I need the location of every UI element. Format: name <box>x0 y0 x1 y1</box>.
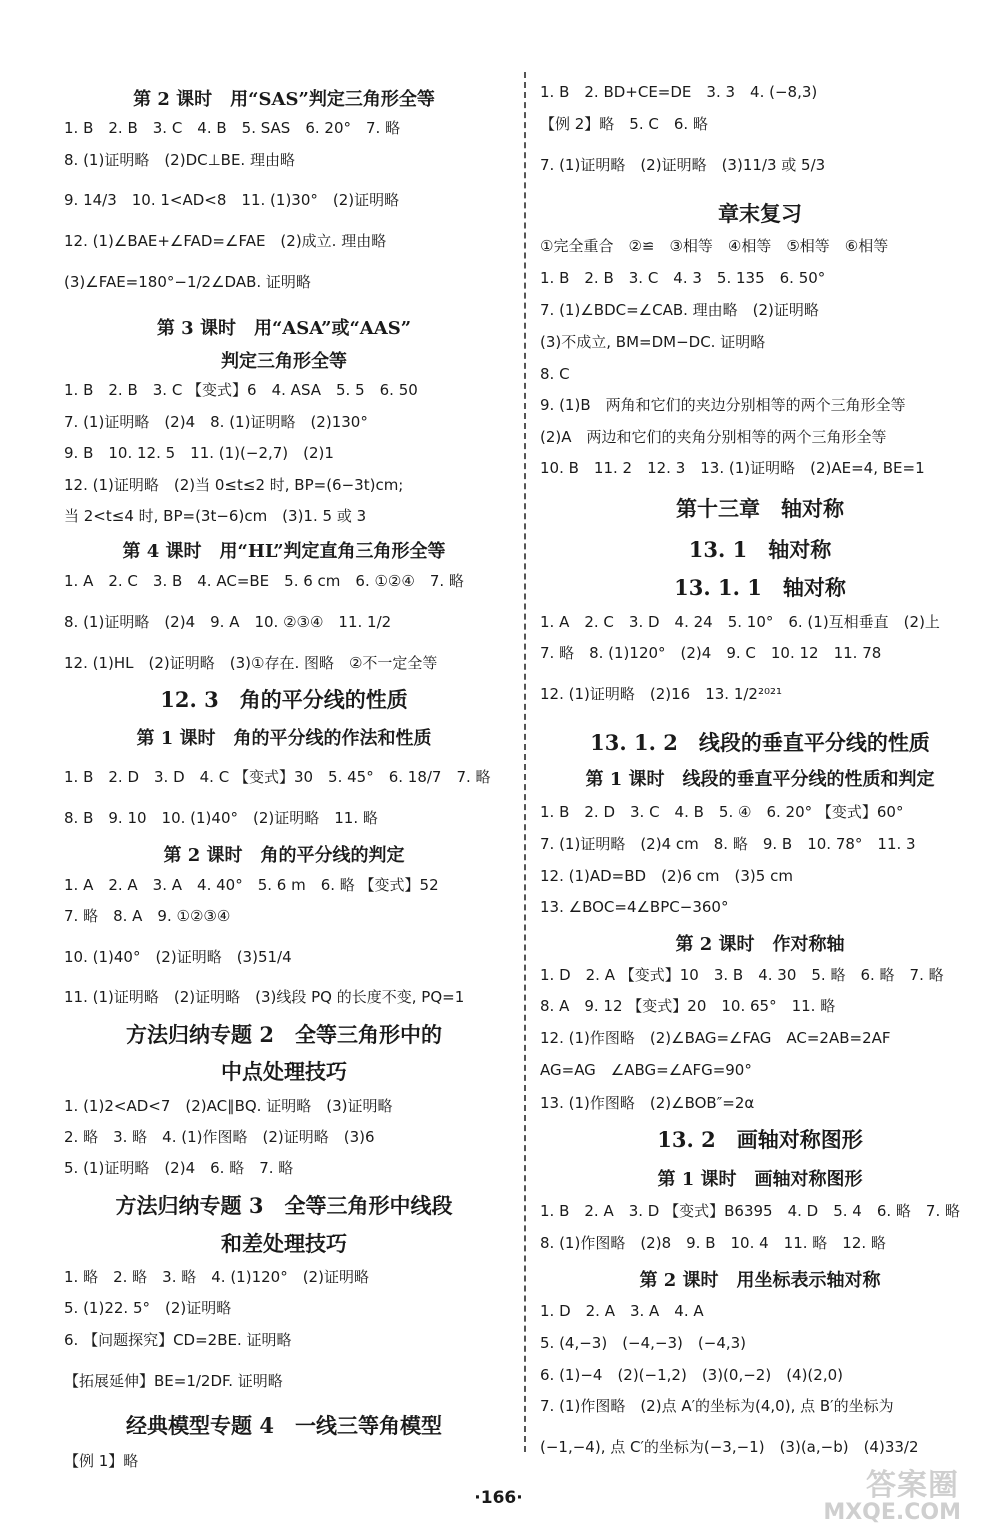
answer-line: 1. A 2. C 3. B 4. AC=BE 5. 6 cm 6. ①②④ 7. 略 <box>64 572 464 590</box>
page-number: ·166· <box>474 1488 523 1508</box>
section-heading: 方法归纳专题 2 全等三角形中的 <box>126 1022 442 1047</box>
answer-line: (2)A 两边和它们的夹角分别相等的两个三角形全等 <box>540 428 887 446</box>
section-heading: 第 3 课时 用“ASA”或“AAS” <box>156 318 412 339</box>
answer-line: 11. (1)证明略 (2)证明略 (3)线段 PQ 的长度不变, PQ=1 <box>64 988 465 1006</box>
answer-line: 7. 略 8. (1)120° (2)4 9. C 10. 12 11. 78 <box>540 644 882 662</box>
section-heading: 13. 1. 1 轴对称 <box>674 575 846 600</box>
section-heading: 第 2 课时 角的平分线的判定 <box>163 845 405 866</box>
section-heading: 第 1 课时 画轴对称图形 <box>657 1169 863 1190</box>
answer-line: 9. (1)B 两角和它们的夹边分别相等的两个三角形全等 <box>540 396 906 414</box>
answer-line: 【例 2】略 5. C 6. 略 <box>540 115 708 133</box>
answer-line: 【例 1】略 <box>64 1452 139 1470</box>
answer-line: 12. (1)证明略 (2)16 13. 1/2²⁰²¹ <box>540 685 783 703</box>
section-heading: 判定三角形全等 <box>221 351 347 372</box>
answer-line: 当 2<t≤4 时, BP=(3t−6)cm (3)1. 5 或 3 <box>64 507 367 525</box>
answer-line: 1. B 2. BD+CE=DE 3. 3 4. (−8,3) <box>540 83 818 101</box>
answer-line: 2. 略 3. 略 4. (1)作图略 (2)证明略 (3)6 <box>64 1128 375 1146</box>
section-heading: 第十三章 轴对称 <box>676 496 844 521</box>
answer-line: (−1,−4), 点 C′的坐标为(−3,−1) (3)(a,−b) (4)33/2 <box>540 1438 919 1456</box>
answer-line: 7. (1)证明略 (2)证明略 (3)11/3 或 5/3 <box>540 156 826 174</box>
answer-line: 1. D 2. A 3. A 4. A <box>540 1302 704 1320</box>
answer-line: 8. (1)证明略 (2)DC⊥BE. 理由略 <box>64 151 295 169</box>
answer-line: 7. (1)∠BDC=∠CAB. 理由略 (2)证明略 <box>540 301 819 319</box>
answer-line: 12. (1)AD=BD (2)6 cm (3)5 cm <box>540 867 793 885</box>
answer-line: 1. B 2. D 3. C 4. B 5. ④ 6. 20° 【变式】60° <box>540 803 904 821</box>
answer-line: 10. (1)40° (2)证明略 (3)51/4 <box>64 948 292 966</box>
answer-line: 7. (1)证明略 (2)4 cm 8. 略 9. B 10. 78° 11. 3 <box>540 835 916 853</box>
section-heading: 第 2 课时 用坐标表示轴对称 <box>639 1270 881 1291</box>
answer-line: 1. A 2. C 3. D 4. 24 5. 10° 6. (1)互相垂直 (2)上 <box>540 613 940 631</box>
answer-line: 1. B 2. B 3. C 【变式】6 4. ASA 5. 5 6. 50 <box>64 381 418 399</box>
answer-line: (3)不成立, BM=DM−DC. 证明略 <box>540 333 766 351</box>
watermark-url: MXQE.COM <box>823 1500 961 1525</box>
answer-line: 1. B 2. A 3. D 【变式】B6395 4. D 5. 4 6. 略 7. 略 <box>540 1202 960 1220</box>
answer-line: 12. (1)作图略 (2)∠BAG=∠FAG AC=2AB=2AF <box>540 1029 891 1047</box>
section-heading: 经典模型专题 4 一线三等角模型 <box>126 1413 442 1438</box>
answer-line: 9. 14/3 10. 1<AD<8 11. (1)30° (2)证明略 <box>64 191 400 209</box>
answer-line: 9. B 10. 12. 5 11. (1)(−2,7) (2)1 <box>64 444 334 462</box>
answer-line: 5. (4,−3) (−4,−3) (−4,3) <box>540 1334 747 1352</box>
section-heading: 方法归纳专题 3 全等三角形中线段 <box>115 1193 453 1218</box>
answer-line: 8. (1)作图略 (2)8 9. B 10. 4 11. 略 12. 略 <box>540 1234 886 1252</box>
answer-line: 12. (1)∠BAE+∠FAD=∠FAE (2)成立. 理由略 <box>64 232 387 250</box>
answer-line: 7. (1)证明略 (2)4 8. (1)证明略 (2)130° <box>64 413 368 431</box>
answer-line: 1. 略 2. 略 3. 略 4. (1)120° (2)证明略 <box>64 1268 369 1286</box>
answer-line: AG=AG ∠ABG=∠AFG=90° <box>540 1061 752 1079</box>
section-heading: 第 4 课时 用“HL”判定直角三角形全等 <box>122 541 446 562</box>
answer-line: ①完全重合 ②≌ ③相等 ④相等 ⑤相等 ⑥相等 <box>540 237 889 255</box>
answer-line: 1. B 2. B 3. C 4. 3 5. 135 6. 50° <box>540 269 826 287</box>
answer-line: 10. B 11. 2 12. 3 13. (1)证明略 (2)AE=4, BE=1 <box>540 459 925 477</box>
section-heading: 和差处理技巧 <box>221 1231 347 1256</box>
column-divider <box>524 72 526 1452</box>
answer-line: 1. B 2. D 3. D 4. C 【变式】30 5. 45° 6. 18/7 7. 略 <box>64 768 491 786</box>
answer-line: 6. 【问题探究】CD=2BE. 证明略 <box>64 1331 292 1349</box>
section-heading: 12. 3 角的平分线的性质 <box>160 687 408 712</box>
section-heading: 第 2 课时 作对称轴 <box>675 934 845 955</box>
answer-line: 6. (1)−4 (2)(−1,2) (3)(0,−2) (4)(2,0) <box>540 1366 843 1384</box>
answer-line: 1. B 2. B 3. C 4. B 5. SAS 6. 20° 7. 略 <box>64 119 401 137</box>
answer-line: 7. 略 8. A 9. ①②③④ <box>64 907 231 925</box>
answer-line: 8. (1)证明略 (2)4 9. A 10. ②③④ 11. 1/2 <box>64 613 392 631</box>
answer-line: 5. (1)证明略 (2)4 6. 略 7. 略 <box>64 1159 294 1177</box>
answer-line: 8. B 9. 10 10. (1)40° (2)证明略 11. 略 <box>64 809 378 827</box>
section-heading: 第 2 课时 用“SAS”判定三角形全等 <box>133 89 435 110</box>
section-heading: 章末复习 <box>718 201 802 226</box>
answer-line: (3)∠FAE=180°−1/2∠DAB. 证明略 <box>64 273 311 291</box>
section-heading: 第 1 课时 线段的垂直平分线的性质和判定 <box>585 769 935 790</box>
answer-line: 8. C <box>540 365 570 383</box>
answer-line: 13. ∠BOC=4∠BPC−360° <box>540 898 729 916</box>
section-heading: 第 1 课时 角的平分线的作法和性质 <box>136 728 432 749</box>
answer-line: 1. A 2. A 3. A 4. 40° 5. 6 m 6. 略 【变式】52 <box>64 876 439 894</box>
section-heading: 中点处理技巧 <box>221 1059 347 1084</box>
answer-line: 【拓展延伸】BE=1/2DF. 证明略 <box>64 1372 283 1390</box>
answer-line: 7. (1)作图略 (2)点 A′的坐标为(4,0), 点 B′的坐标为 <box>540 1397 894 1415</box>
answer-line: 8. A 9. 12 【变式】20 10. 65° 11. 略 <box>540 997 836 1015</box>
watermark-logo: 答案圈 <box>866 1468 959 1503</box>
answer-line: 13. (1)作图略 (2)∠BOB″=2α <box>540 1094 755 1112</box>
section-heading: 13. 2 画轴对称图形 <box>657 1127 863 1152</box>
section-heading: 13. 1 轴对称 <box>688 537 832 562</box>
section-heading: 13. 1. 2 线段的垂直平分线的性质 <box>590 730 930 755</box>
answer-line: 12. (1)证明略 (2)当 0≤t≤2 时, BP=(6−3t)cm; <box>64 476 404 494</box>
answer-line: 5. (1)22. 5° (2)证明略 <box>64 1299 232 1317</box>
answer-line: 12. (1)HL (2)证明略 (3)①存在. 图略 ②不一定全等 <box>64 654 438 672</box>
answer-line: 1. D 2. A 【变式】10 3. B 4. 30 5. 略 6. 略 7. 略 <box>540 966 944 984</box>
answer-line: 1. (1)2<AD<7 (2)AC∥BQ. 证明略 (3)证明略 <box>64 1097 393 1115</box>
